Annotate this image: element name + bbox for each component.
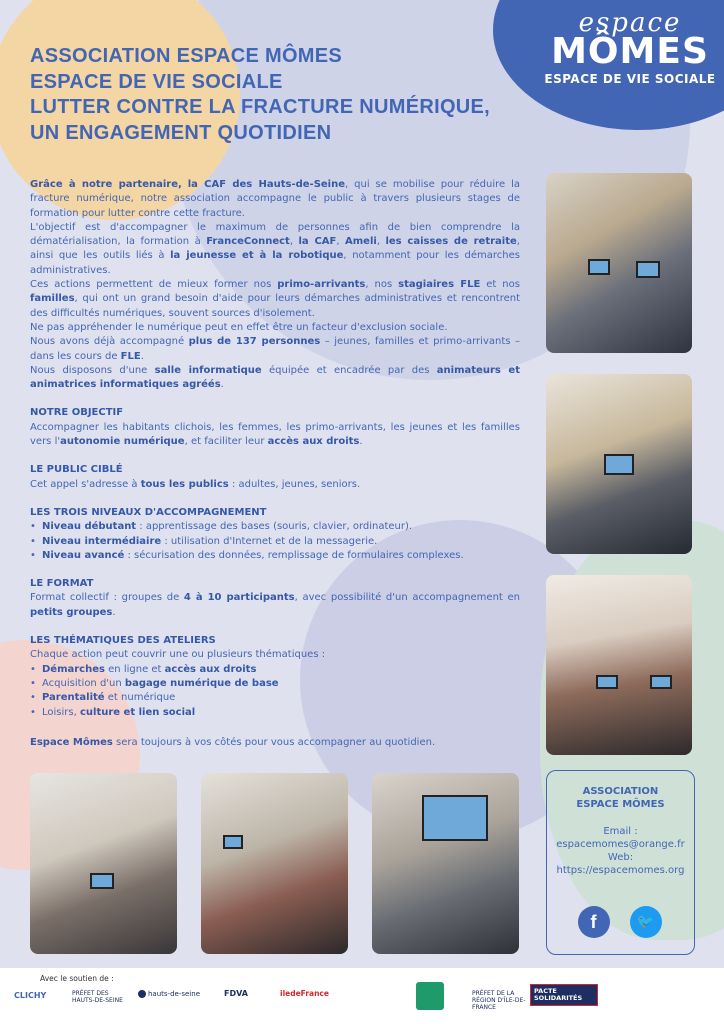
photo-computer-class-3 — [546, 575, 692, 755]
text: : apprentissage des bases (souris, clavier, ordinateur). — [139, 521, 413, 533]
text-bold: autonomie numérique — [60, 436, 185, 448]
text: , — [289, 236, 294, 248]
text: Format collectif : groupes de — [30, 592, 180, 604]
list-item — [30, 677, 520, 691]
list-item — [30, 691, 520, 705]
text: . — [140, 350, 144, 362]
partner-pacte-solidarites-logo: PACTE SOLIDARITÉS — [530, 984, 598, 1006]
social-links — [546, 906, 693, 938]
page-title — [30, 44, 540, 146]
text: Acquisition d'un — [42, 677, 122, 689]
list-item — [30, 520, 520, 534]
logo-line3: ESPACE DE VIE SOCIALE — [544, 72, 716, 86]
logo-line1: espace — [578, 8, 682, 38]
laptop-screen — [636, 261, 660, 278]
logo-line2: MÔMES — [551, 31, 709, 72]
contact-org-line1: ASSOCIATION — [582, 786, 659, 797]
text-bold: salle informatique — [154, 364, 262, 376]
laptop-screen — [90, 873, 114, 889]
email-label: Email : — [603, 826, 638, 837]
text: Ces actions permettent de mieux former nos — [30, 279, 272, 291]
text-bold: animateurs et animatrices informatiques agréés — [30, 364, 520, 391]
text: : sécurisation des données, remplissage de formulaires complexes. — [127, 549, 464, 561]
text-bold: la CAF — [298, 236, 337, 248]
list-item — [30, 549, 520, 563]
partner-prefet-hauts-de-seine-logo: PRÉFET DES HAUTS-DE-SEINE — [72, 990, 123, 1004]
text-bold: Grâce à notre partenaire, — [30, 179, 182, 190]
text: Loisirs, — [42, 706, 77, 718]
department-mark-icon — [138, 990, 146, 998]
text: Cet appel s'adresse à — [30, 478, 138, 490]
facebook-icon[interactable]: f — [578, 906, 610, 938]
intro-paragraph-1 — [30, 178, 520, 221]
text-bold: primo-arrivants — [277, 279, 366, 291]
text: , avec possibilité d'un accompagnement en — [294, 592, 520, 604]
text: et nos — [486, 279, 520, 291]
text-bold: accès aux droits — [267, 436, 360, 448]
text-bold: bagage numérique de base — [124, 677, 279, 689]
laptop-screen — [422, 795, 488, 841]
list-item — [30, 663, 520, 677]
list-item — [30, 535, 520, 549]
photo-children-class-2 — [201, 773, 348, 954]
text-bold: stagiaires FLE — [398, 279, 481, 291]
title-line: ASSOCIATION ESPACE MÔMES — [30, 45, 343, 67]
title-line: ESPACE DE VIE SOCIALE — [30, 70, 283, 93]
text-bold: petits groupes — [30, 606, 113, 618]
photo-computer-class-1 — [546, 173, 692, 353]
text: – jeunes, familles et primo-arrivants – dans les cours de — [30, 336, 520, 362]
intro-paragraph-4: Ne pas appréhender le numérique peut en effet être un facteur d'exclusion sociale. — [30, 321, 448, 333]
footer-label: Avec le soutien de : — [40, 974, 114, 983]
twitter-icon[interactable]: 🐦 — [630, 906, 662, 938]
format-heading: LE FORMAT — [30, 578, 94, 590]
text-bold: Niveau débutant — [42, 521, 137, 533]
laptop-screen — [223, 835, 243, 849]
intro-paragraph-3 — [30, 278, 520, 321]
intro-paragraph-6 — [30, 364, 520, 393]
photo-child-laptop — [372, 773, 519, 954]
text-bold: 4 à 10 participants — [183, 592, 295, 604]
text: et numérique — [107, 692, 176, 704]
text-bold: les caisses de retraite — [385, 236, 517, 248]
text: , et faciliter leur — [184, 436, 265, 448]
niveaux-heading: LES TROIS NIVEAUX D'ACCOMPAGNEMENT — [30, 506, 267, 518]
text: , qui se mobilise pour réduire la fracture numérique, notre association accompagne le public à travers plusieurs stages de formation pour lutter contre cette fracture. — [30, 179, 520, 219]
text-bold: Parentalité — [42, 692, 105, 704]
laptop-screen — [650, 675, 672, 689]
text: Nous disposons d'une — [30, 364, 148, 376]
partner-hauts-de-seine-logo — [138, 990, 200, 998]
text-bold: Niveau intermédiaire — [42, 535, 162, 547]
laptop-screen — [604, 454, 634, 475]
text-bold: FranceConnect — [206, 236, 290, 248]
contact-org-line2: ESPACE MÔMES — [576, 799, 665, 810]
public-text — [30, 478, 520, 492]
photo-children-class-1 — [30, 773, 177, 954]
text: , — [376, 236, 380, 248]
text: , — [336, 236, 340, 248]
text-bold: Espace Mômes — [30, 736, 113, 748]
text-bold: accès aux droits — [164, 663, 257, 675]
intro-paragraph-5 — [30, 335, 520, 364]
text-bold: la jeunesse et à la robotique — [170, 250, 344, 262]
text: , notamment pour les démarches administratives. — [30, 250, 520, 276]
niveaux-list — [30, 520, 520, 563]
public-heading: LE PUBLIC CIBLÉ — [30, 464, 123, 476]
list-item — [30, 706, 520, 720]
title-line: UN ENGAGEMENT QUOTIDIEN — [30, 121, 332, 144]
text: équipée et encadrée par des — [269, 364, 430, 376]
partner-name: hauts-de-seine — [148, 990, 200, 998]
text-bold: FLE — [120, 350, 141, 362]
text: L'objectif est d'accompagner le maximum de personnes afin de bien comprendre la dématérialisation, la formation à — [30, 221, 520, 248]
partner-caf-logo-icon — [416, 982, 444, 1010]
email-link[interactable]: espacemomes@orange.fr — [556, 839, 685, 850]
text: . — [359, 436, 363, 448]
text-bold: tous les publics — [140, 478, 229, 490]
laptop-screen — [596, 675, 618, 689]
text-bold: culture et lien social — [79, 706, 196, 718]
objectif-text — [30, 421, 520, 450]
thematiques-list — [30, 663, 520, 720]
text: . — [112, 606, 116, 618]
text-bold: Ameli — [345, 236, 377, 248]
main-content — [30, 178, 520, 750]
partner-fdva-logo: FDVA — [224, 989, 248, 998]
closing-text — [30, 736, 520, 750]
text: Accompagner les habitants clichois, les femmes, les primo-arrivants, les jeunes et les familles vers l' — [30, 421, 520, 448]
contact-org — [547, 785, 694, 811]
text: sera toujours à vos côtés pour vous accompagner au quotidien. — [116, 736, 436, 748]
caf-highlight: la CAF des Hauts-de-Seine — [187, 179, 346, 190]
text-bold: Niveau avancé — [42, 549, 125, 561]
text: Nous avons déjà accompagné — [30, 336, 185, 348]
text: , qui ont un grand besoin d'aide pour leurs démarches administratives et rencontrent des difficultés numériques, souvent sources d'isolement. — [30, 293, 520, 319]
web-label: Web: — [607, 852, 634, 863]
text-bold: Démarches — [42, 663, 105, 675]
text: : adultes, jeunes, seniors. — [231, 478, 361, 490]
text: . — [220, 379, 224, 391]
partner-iledefrance-logo: iledeFrance — [280, 989, 329, 998]
objectif-heading: NOTRE OBJECTIF — [30, 407, 124, 419]
format-text — [30, 591, 520, 620]
intro-paragraph-2 — [30, 221, 520, 278]
espace-momes-logo — [540, 8, 720, 86]
title-line: LUTTER CONTRE LA FRACTURE NUMÉRIQUE, — [30, 96, 491, 118]
text-bold: familles — [30, 293, 75, 305]
laptop-screen — [588, 259, 610, 275]
text-bold: plus de 137 personnes — [188, 336, 321, 348]
text: , ainsi que les outils liés à — [30, 236, 520, 262]
text: : utilisation d'Internet et de la messagerie. — [164, 535, 378, 547]
partner-clichy-logo: CLICHY — [14, 991, 47, 1000]
thematiques-heading: LES THÉMATIQUES DES ATELIERS — [30, 635, 216, 647]
web-link[interactable]: https://espacemomes.org — [556, 865, 685, 876]
text: , nos — [365, 279, 393, 291]
partner-prefet-idf-logo: PRÉFET DE LA RÉGION D'ÎLE-DE-FRANCE — [472, 990, 526, 1011]
photo-computer-class-2 — [546, 374, 692, 554]
footer-partners — [0, 968, 724, 1024]
text: en ligne et — [108, 663, 162, 675]
thematiques-intro: Chaque action peut couvrir une ou plusieurs thématiques : — [30, 649, 326, 661]
